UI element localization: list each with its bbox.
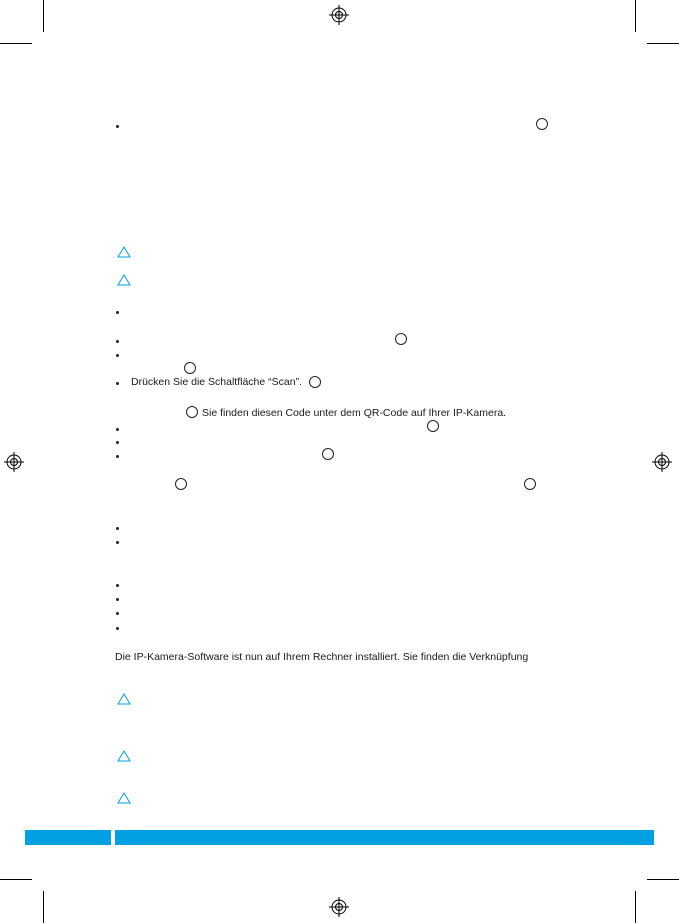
footer-page-tab: [25, 830, 111, 845]
bullet-icon: [116, 340, 119, 343]
warning-triangle-icon: [117, 792, 131, 804]
bullet-icon: [116, 125, 119, 128]
circled-number-icon: [309, 376, 321, 388]
bullet-icon: [116, 541, 119, 544]
code-hint-text: Sie finden diesen Code unter dem QR-Code auf Ihrer IP-Kamera.: [202, 407, 507, 419]
bullet-icon: [116, 455, 119, 458]
crop-mark: [43, 891, 44, 923]
registration-mark-icon: [329, 5, 349, 25]
installed-paragraph: Die IP-Kamera-Software ist nun auf Ihrem Rechner installiert. Sie finden die Verknüpfung: [115, 651, 529, 663]
warning-triangle-icon: [117, 693, 131, 705]
bullet-icon: [116, 627, 119, 630]
circled-number-icon: [322, 448, 334, 460]
bullet-icon: [116, 584, 119, 587]
circled-number-icon: [427, 420, 439, 432]
circled-number-icon: [524, 478, 536, 490]
registration-mark-icon: [4, 452, 24, 472]
footer-bar: [115, 830, 654, 845]
crop-mark: [0, 879, 32, 880]
circled-number-icon: [175, 478, 187, 490]
bullet-icon: [116, 598, 119, 601]
bullet-icon: [116, 382, 119, 385]
circled-number-icon: [395, 333, 407, 345]
bullet-icon: [116, 428, 119, 431]
circled-number-icon: [186, 406, 198, 418]
bullet-icon: [116, 527, 119, 530]
circled-number-icon: [184, 362, 196, 374]
warning-triangle-icon: [117, 246, 131, 258]
bullet-icon: [116, 311, 119, 314]
bullet-icon: [116, 441, 119, 444]
bullet-icon: [116, 354, 119, 357]
crop-mark: [647, 879, 679, 880]
circled-number-icon: [536, 118, 548, 130]
crop-mark: [647, 43, 679, 44]
warning-triangle-icon: [117, 274, 131, 286]
scan-button-instruction: Drücken Sie die Schaltfläche “Scan”.: [131, 376, 302, 388]
crop-mark: [43, 0, 44, 32]
registration-mark-icon: [329, 897, 349, 917]
crop-mark: [635, 0, 636, 32]
crop-mark: [635, 891, 636, 923]
warning-triangle-icon: [117, 750, 131, 762]
registration-mark-icon: [652, 452, 672, 472]
bullet-icon: [116, 612, 119, 615]
crop-mark: [0, 43, 32, 44]
